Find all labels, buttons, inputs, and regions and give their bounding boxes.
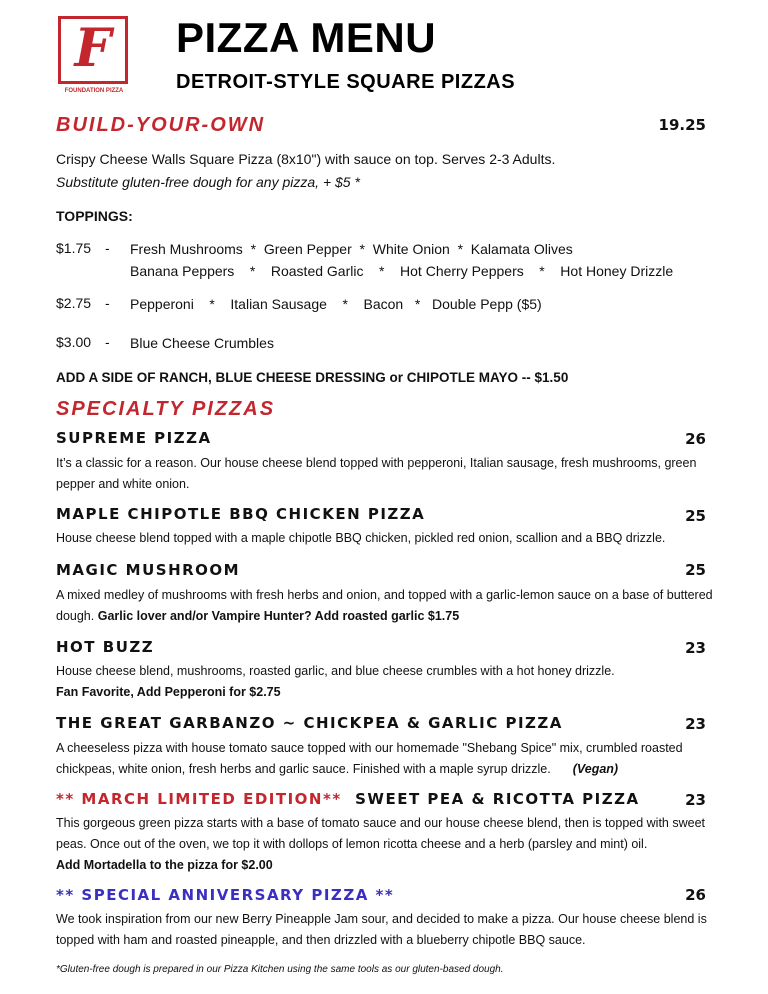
pizza-name: MAPLE CHIPOTLE BBQ CHICKEN PIZZA [56, 505, 426, 523]
pizza-addon-note: Fan Favorite, Add Pepperoni for $2.75 [56, 685, 281, 699]
logo-letter: F [74, 18, 112, 79]
pizza-description: House cheese blend, mushrooms, roasted garlic, and blue cheese crumbles with a hot honey drizzle. [56, 664, 615, 678]
pizza-description: We took inspiration from our new Berry Pineapple Jam sour, and decided to make a pizza. Our house cheese blend is topped with ham and roasted pineapple, and then drizzled with a blueberry chipotle BBQ sauce. [56, 912, 707, 947]
build-your-own-description: Crispy Cheese Walls Square Pizza (8x10") with sauce on top. Serves 2-3 Adults. [56, 151, 556, 167]
pizza-name-text: SWEET PEA & RICOTTA PIZZA [355, 790, 640, 808]
pizza-description-text: A mixed medley of mushrooms with fresh herbs and onion, and topped with a garlic-lemon sauce on a base of buttered dough. [56, 588, 713, 623]
side-sauce-note: ADD A SIDE OF RANCH, BLUE CHEESE DRESSING or CHIPOTLE MAYO -- $1.50 [56, 370, 569, 385]
pizza-name: HOT BUZZ [56, 638, 155, 656]
topping-tier-price: $3.00 [56, 334, 92, 350]
pizza-name [56, 789, 640, 809]
gluten-free-note: Substitute gluten-free dough for any pizza, + $5 * [56, 174, 360, 190]
topping-tier-items: Pepperoni * Italian Sausage * Bacon * Double Pepp ($5) [130, 296, 542, 312]
topping-tier-dash: - [105, 240, 110, 256]
footnote: *Gluten-free dough is prepared in our Pizza Kitchen using the same tools as our gluten-based dough. [56, 964, 504, 975]
pizza-price: 23 [685, 715, 706, 733]
section-build-your-own: BUILD-YOUR-OWN [56, 114, 266, 136]
pizza-price: 25 [685, 561, 706, 579]
toppings-label: TOPPINGS: [56, 208, 133, 224]
page-title: PIZZA MENU [176, 14, 437, 61]
limited-edition-label: ** MARCH LIMITED EDITION** [56, 790, 342, 808]
topping-tier-items: Fresh Mushrooms * Green Pepper * White Onion * Kalamata Olives [130, 241, 573, 257]
topping-tier-items: Blue Cheese Crumbles [130, 335, 274, 351]
topping-tier-price: $2.75 [56, 295, 92, 311]
pizza-name: THE GREAT GARBANZO ~ CHICKPEA & GARLIC PIZZA [56, 714, 563, 732]
pizza-addon-note: Garlic lover and/or Vampire Hunter? Add roasted garlic $1.75 [97, 609, 460, 623]
pizza-description: This gorgeous green pizza starts with a base of tomato sauce and our house cheese blend, then is topped with sweet peas. Once out of the oven, we top it with dollops of lemon ricotta cheese and a herb (parsley and mint) oil. [56, 816, 706, 851]
topping-tier-items: Banana Peppers * Roasted Garlic * Hot Cherry Peppers * Hot Honey Drizzle [130, 263, 674, 279]
pizza-price: 23 [685, 791, 706, 809]
pizza-name: SUPREME PIZZA [56, 429, 212, 447]
pizza-description-text: A cheeseless pizza with house tomato sauce topped with our homemade "Shebang Spice" mix, crumbled roasted chickpeas, white onion, fresh herbs and garlic sauce. Finished with a maple syrup drizzle. [56, 741, 683, 776]
pizza-price: 26 [685, 886, 706, 904]
pizza-name: ** SPECIAL ANNIVERSARY PIZZA ** [56, 886, 395, 904]
build-your-own-price: 19.25 [658, 116, 706, 134]
logo-text: FOUNDATION PIZZA [64, 88, 124, 94]
pizza-name: MAGIC MUSHROOM [56, 561, 241, 579]
pizza-addon-note: Add Mortadella to the pizza for $2.00 [56, 858, 273, 872]
pizza-price: 25 [685, 507, 706, 525]
pizza-description: House cheese blend topped with a maple chipotle BBQ chicken, pickled red onion, scallion and a BBQ drizzle. [56, 531, 666, 545]
topping-tier-dash: - [105, 295, 110, 311]
topping-tier-dash: - [105, 334, 110, 350]
foundation-pizza-logo [58, 16, 128, 84]
vegan-badge: (Vegan) [572, 762, 619, 776]
topping-tier-price: $1.75 [56, 240, 92, 256]
page-subtitle: DETROIT-STYLE SQUARE PIZZAS [176, 71, 516, 93]
section-specialty-pizzas: SPECIALTY PIZZAS [56, 398, 276, 420]
pizza-price: 23 [685, 639, 706, 657]
pizza-description [56, 585, 716, 627]
pizza-price: 26 [685, 430, 706, 448]
pizza-description [56, 738, 716, 780]
pizza-description: It’s a classic for a reason. Our house cheese blend topped with pepperoni, Italian sausage, fresh mushrooms, green pepper and white onion. [56, 456, 697, 491]
